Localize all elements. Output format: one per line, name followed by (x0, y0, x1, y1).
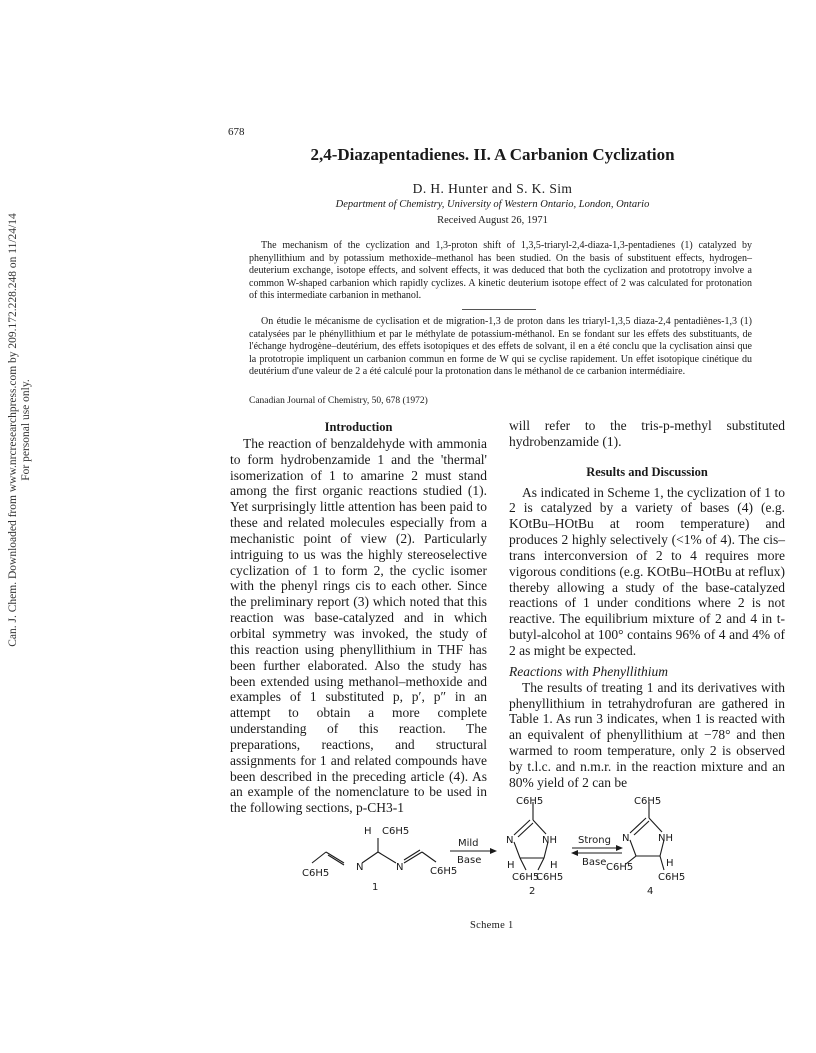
arrow-label-strong: Strong (578, 835, 611, 846)
phenyl-group: C6H5 (430, 866, 458, 877)
phenyl-group: C6H5 (302, 868, 330, 879)
hydrogen-atom: H (507, 860, 515, 871)
hydrogen-atom: H (666, 858, 674, 869)
download-watermark (2, 170, 38, 690)
nh-group: NH (658, 833, 673, 844)
compound-label-4: 4 (647, 886, 654, 897)
phenyllithium-heading: Reactions with Phenyllithium (509, 663, 668, 679)
left-column (230, 420, 487, 816)
affiliation: Department of Chemistry, University of Western Ontario, London, Ontario (335, 199, 650, 210)
arrow-label-mild: Mild (458, 838, 479, 849)
abstract-english-text: The mechanism of the cyclization and 1,3-proton shift of 1,3,5-triaryl-2,4-diaza-1,3-pentadienes (1) catalyzed by phenyllithium and by potassium methoxide–methanol has been studied. On the basis of substituent effects, hydrogen–deuterium exchange, isotope effects, and solvent effects, it was deduced that both the cyclization and prototropy involve a common W-shaped carbanion which rapidly cyclizes. A kinetic deuterium isotope effect of 2 was calculated for protonation of this intermediate carbanion in methanol. (249, 240, 752, 302)
scheme-caption: Scheme 1 (470, 920, 514, 931)
abstract-english (249, 240, 752, 303)
nitrogen-atom: N (506, 835, 514, 846)
abstract-french-text: On étudie le mécanisme de cyclisation et de migration-1,3 de proton dans les triaryl-1,3,5 diaza-2,4 pentadiènes-1,3 (1) catalysées par le phényllithium et par le méthylate de potassium-méthanol. En se fondant sur les effets des substituants, de l'échange hydrogène–deutérium, des effets isotopiques et des effets de solvant, il en a été conclu que la cyclisation ainsi que la prototropie impliquent un carbanion commun en forme de W qui se cyclise rapidement. Un effet isotopique cinétique du deutérium d'une valeur de 2 a été calculé pour la protonation dans le méthanol de ce carbanion intermédiaire. (249, 316, 752, 378)
phenyl-group: C6H5 (606, 862, 634, 873)
abstract-divider (462, 309, 536, 310)
authors: D. H. Hunter and S. K. Sim (412, 181, 573, 196)
phenyl-group: C6H5 (382, 826, 410, 837)
introduction-continuation: will refer to the tris-p-methyl substituted hydrobenzamide (1). (509, 418, 785, 449)
scheme-drawing (300, 790, 730, 910)
page-number: 678 (228, 126, 245, 138)
watermark-line-2: For personal use only. (20, 379, 32, 481)
arrow-label-base: Base (457, 855, 482, 866)
right-column (509, 418, 785, 791)
reaction-scheme (300, 790, 730, 910)
mild-base-arrowhead (490, 848, 497, 854)
arrow-label-base: Base (582, 857, 607, 868)
phenyl-group: C6H5 (512, 872, 540, 883)
article-title: 2,4-Diazapentadienes. II. A Carbanion Cyclization (310, 145, 675, 164)
results-paragraph: As indicated in Scheme 1, the cyclization of 1 to 2 is catalyzed by a variety of bases (4) (e.g. KOtBu–HOtBu at room temperature) and produces 2 highly selectively (<1% of 4). The cis–trans interconversion of 2 to 4 requires more vigorous conditions (e.g. KOtBu–HOtBu at reflux) thereby allowing a study of the base-catalyzed reactions of 1 under conditions where 2 is not reactive. The equilibrium mixture of 2 and 4 in t-butyl-alcohol at 100° contains 96% of 4 and 4% of 2 as might be expected. (509, 484, 785, 658)
nitrogen-atom: N (356, 862, 364, 873)
compound-label-1: 1 (372, 882, 379, 893)
abstract-french (249, 316, 752, 379)
phenyllithium-paragraph: The results of treating 1 and its derivatives with phenyllithium in tetrahydrofuran are gathered in Table 1. As run 3 indicates, when 1 is reacted with an equivalent of phenyllithium at −78° and then warmed to room temperature, only 2 is observed by t.l.c. and n.m.r. in the reaction mixture and an 80% yield of 2 can be (509, 679, 785, 790)
compound-1-structure (312, 838, 436, 865)
phenyl-group: C6H5 (658, 872, 686, 883)
nitrogen-atom: N (622, 833, 630, 844)
phenyl-group: C6H5 (634, 796, 662, 807)
received-date: Received August 26, 1971 (437, 215, 548, 226)
introduction-paragraph: The reaction of benzaldehyde with ammonia to form hydrobenzamide 1 and the 'thermal' isomerization of 1 to amarine 2 must stand among the first organic reactions studied (1). Yet surprisingly little attention has been paid to these and related molecules especially from a mechanistic point of view (2). Particularly intriguing to us was the highly stereoselective cyclization of 1 to form 2, the cyclic isomer with the phenyl rings cis to each other. Since the preliminary report (3) which noted that this reaction was base-catalyzed and in which orbital symmetry was invoked, the study of this reaction using phenyllithium in THF has been further elaborated. Also the study has been extended using methanol–methoxide and examples of 1 substituted p, p′, p″ in an attempt to obtain a more complete understanding of this reaction. The preparations, reactions, and structural assignments for 1 and related compounds have been described in the preceding article (4). As an example of the nomenclature to be used in the following sections, p-CH3-1 (230, 435, 487, 816)
nh-group: NH (542, 835, 557, 846)
results-heading: Results and Discussion (586, 464, 708, 479)
phenyl-group: C6H5 (516, 796, 544, 807)
strong-base-arrowhead-reverse (571, 850, 578, 856)
hydrogen-atom: H (364, 826, 372, 837)
phenyl-group: C6H5 (536, 872, 564, 883)
nitrogen-atom: N (396, 862, 404, 873)
strong-base-arrowhead-forward (616, 845, 623, 851)
compound-label-2: 2 (529, 886, 536, 897)
introduction-heading: Introduction (324, 420, 393, 434)
hydrogen-atom: H (550, 860, 558, 871)
watermark-line-1: Can. J. Chem. Downloaded from www.nrcresearchpress.com by 209.172.228.248 on 11/24/14 (7, 213, 19, 647)
journal-citation: Canadian Journal of Chemistry, 50, 678 (1972) (249, 396, 428, 406)
